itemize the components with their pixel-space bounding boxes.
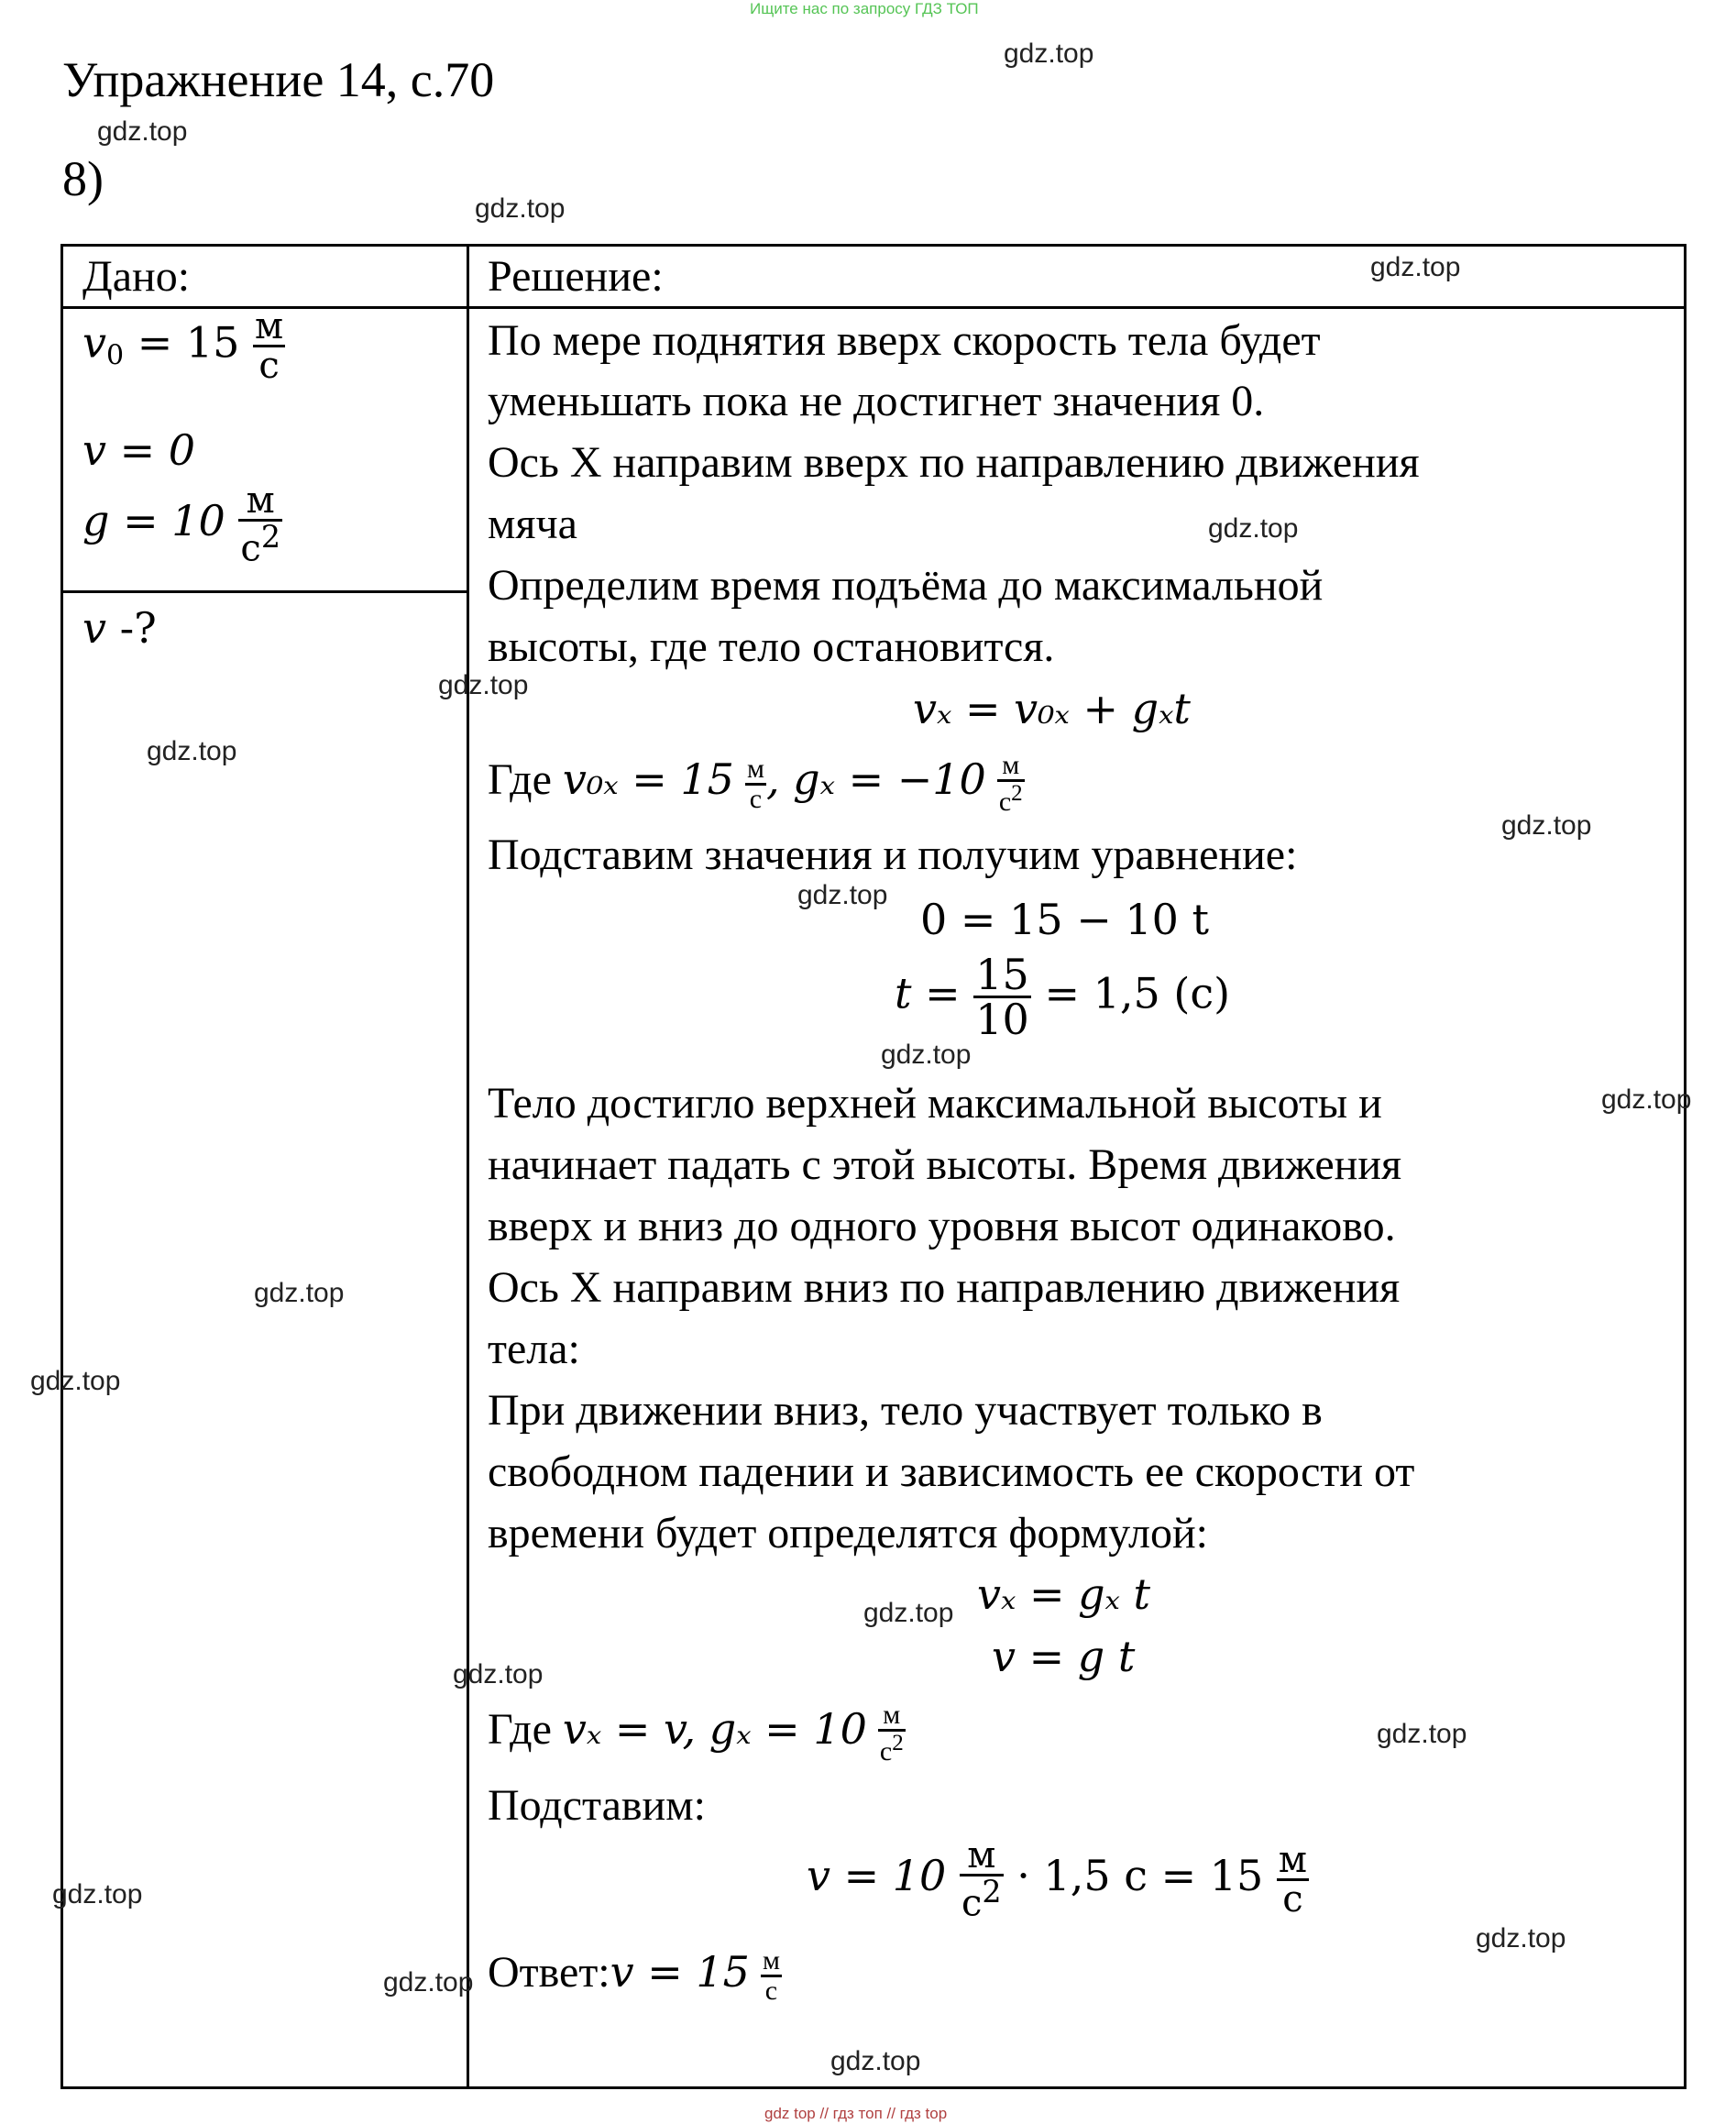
watermark: gdz.top xyxy=(453,1659,544,1689)
watermark: gdz.top xyxy=(475,193,566,224)
watermark: gdz.top xyxy=(797,880,888,910)
eq-velocity: vₓ = v₀ₓ + gₓt xyxy=(913,684,1191,733)
sol-p6-l1: Ось X направим вниз по направлению движения xyxy=(488,1263,1401,1312)
sol-p2-l2: мяча xyxy=(488,500,577,548)
sol-p5-l1: Тело достигло верхней максимальной высоты и xyxy=(488,1079,1382,1128)
watermark: gdz.top xyxy=(97,116,188,147)
sol-where2: Где vₓ = v, gₓ = 10 $\frac{м}{с^2}$ xyxy=(488,1700,904,1766)
watermark: gdz.top xyxy=(1601,1084,1692,1115)
given-header: Дано: xyxy=(82,252,191,301)
watermark: gdz.top xyxy=(52,1879,143,1909)
sol-p3-l2: высоты, где тело остановится. xyxy=(488,622,1055,671)
eq-substituted: 0 = 15 − 10 t xyxy=(920,895,1210,944)
exercise-title: Упражнение 14, с.70 xyxy=(62,52,495,107)
eq-time: t = $\frac{15}{10}$ = 1,5 (с) xyxy=(895,950,1231,1044)
watermark: gdz.top xyxy=(147,736,237,766)
watermark: gdz.top xyxy=(830,2046,921,2076)
watermark: gdz.top xyxy=(1370,252,1461,282)
watermark: gdz.top xyxy=(881,1040,972,1070)
task-number: 8) xyxy=(62,151,104,206)
sol-p1-l2: уменьшать пока не достигнет значения 0. xyxy=(488,377,1265,425)
given-g: g = 10 $\frac{м}{с^2}$ xyxy=(82,479,281,570)
watermark: gdz.top xyxy=(30,1366,121,1396)
sol-p5-l2: начинает падать с этой высоты. Время движения xyxy=(488,1140,1402,1189)
sol-p7-l1: При движении вниз, тело участвует только в xyxy=(488,1386,1323,1435)
given-v: v = 0 xyxy=(82,425,196,475)
watermark: gdz.top xyxy=(1004,39,1094,69)
eq-free-fall-x: vₓ = gₓ t xyxy=(977,1569,1150,1619)
sol-p8: Подставим: xyxy=(488,1781,706,1830)
watermark: gdz.top xyxy=(1208,513,1299,544)
watermark: gdz.top xyxy=(1476,1923,1566,1953)
watermark: gdz.top xyxy=(383,1967,474,1997)
eq-free-fall: v = g t xyxy=(992,1632,1136,1681)
eq-final: v = 10 $\frac{м}{с^2}$ · 1,5 с = 15 $\frac{м}{с}$ xyxy=(807,1834,1308,1925)
sol-p6-l2: тела: xyxy=(488,1325,580,1373)
sol-p2-l1: Ось X направим вверх по направлению движения xyxy=(488,438,1420,487)
answer: Ответ:v = 15 $\frac{м}{с}$ xyxy=(488,1945,780,2007)
watermark: gdz.top xyxy=(1501,810,1592,841)
search-note: Ищите нас по запросу ГДЗ ТОП xyxy=(750,0,979,17)
unknown: v -? xyxy=(82,603,157,653)
sol-p7-l2: свободном падении и зависимость ее скорости от xyxy=(488,1447,1415,1496)
sol-p4: Подставим значения и получим уравнение: xyxy=(488,831,1298,879)
given-v0: $v_0 = 15$ $\frac{м}{с}$ xyxy=(82,305,284,387)
sol-where1: Где v₀ₓ = 15 $\frac{м}{с}$ , gₓ = −10 $\frac{м}{с^2}$ xyxy=(488,750,1023,817)
watermark: gdz.top xyxy=(1377,1719,1467,1749)
watermark: gdz.top xyxy=(254,1278,345,1308)
footer-note: gdz top // гдз топ // гдз top xyxy=(764,2105,948,2122)
sol-p5-l3: вверх и вниз до одного уровня высот одинаково. xyxy=(488,1202,1396,1250)
sol-p1-l1: По мере поднятия вверх скорость тела будет xyxy=(488,316,1321,365)
sol-p3-l1: Определим время подъёма до максимальной xyxy=(488,561,1324,610)
sol-p7-l3: времени будет определятся формулой: xyxy=(488,1509,1208,1557)
watermark: gdz.top xyxy=(863,1598,954,1628)
watermark: gdz.top xyxy=(438,670,529,700)
solution-header: Решение: xyxy=(488,252,664,301)
